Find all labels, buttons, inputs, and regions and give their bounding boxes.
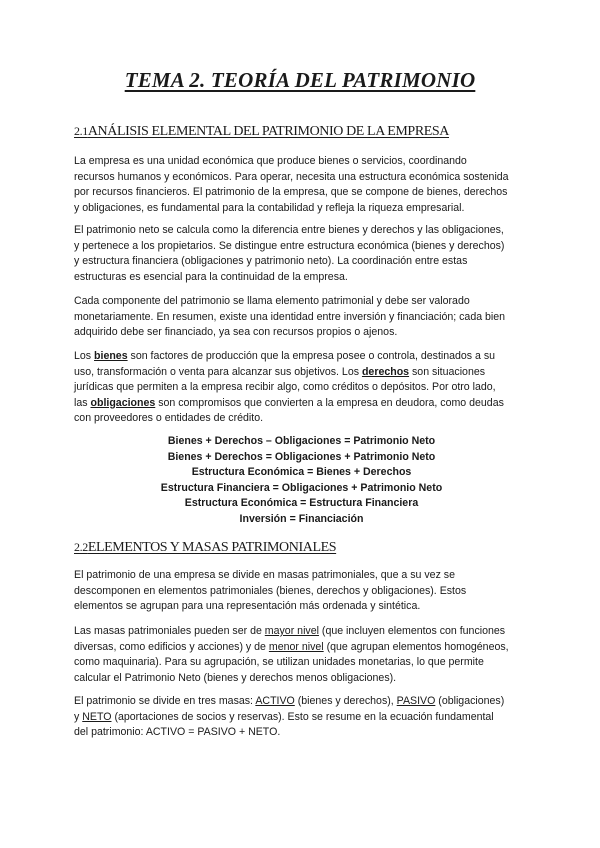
paragraph xyxy=(74,294,529,341)
section-heading-2-2 xyxy=(74,540,336,556)
text-line: Las masas patrimoniales pueden ser de mayor nivel (que incluyen elementos con funciones xyxy=(74,625,506,637)
page-title: TEMA 2. TEORÍA DEL PATRIMONIO xyxy=(124,68,476,92)
equation: Estructura Económica = Estructura Financiera xyxy=(184,497,419,510)
text-line: La empresa es una unidad económica que produce bienes o servicios, coordinando xyxy=(74,155,467,167)
text-line: elementos se agrupan para una representación más ordenada y sintética. xyxy=(74,600,421,613)
text-line: y obligaciones, es fundamental para la contabilidad y refleja la riqueza empresarial. xyxy=(74,201,465,214)
text-line: descomponen en elementos patrimoniales (bienes, derechos y obligaciones). Estos xyxy=(74,584,467,597)
paragraph xyxy=(74,349,529,427)
section-number: 2.1 xyxy=(74,124,88,138)
equation: Estructura Financiera = Obligaciones + Patrimonio Neto xyxy=(160,481,443,494)
text-line: estructuras es esencial para la continuidad de la empresa. xyxy=(74,270,348,283)
term-bienes: bienes xyxy=(94,350,128,362)
text-line: uso, transformación o venta para alcanzar sus objetivos. Los derechos son situaciones xyxy=(74,365,486,378)
equation: Bienes + Derechos – Obligaciones = Patrimonio Neto xyxy=(167,435,436,447)
text-line: El patrimonio se divide en tres masas: ACTIVO (bienes y derechos), PASIVO (obligaciones) xyxy=(74,695,505,707)
text-line: por recursos financieros. El patrimonio de la empresa, que se compone de bienes, derechos xyxy=(74,186,508,199)
term-mayor-nivel: mayor nivel xyxy=(264,625,319,637)
text-line: diversas, como edificios y acciones) y de menor nivel (que agrupan elementos homogéneos, xyxy=(74,640,509,653)
text-line: y pertenece a los propietarios. Se distingue entre estructura económica (bienes y derechos) xyxy=(74,239,505,252)
term-menor-nivel: menor nivel xyxy=(268,640,324,653)
paragraph xyxy=(74,223,529,285)
text-line: y NETO (aportaciones de socios y reservas). Esto se resume en la ecuación fundamental xyxy=(74,710,494,723)
section-title: ANÁLISIS ELEMENTAL DEL PATRIMONIO DE LA EMPRESA xyxy=(87,124,450,139)
term-obligaciones: obligaciones xyxy=(90,396,156,409)
equation: Inversión = Financiación xyxy=(239,512,364,525)
text-line: El patrimonio de una empresa se divide en masas patrimoniales, que a su vez se xyxy=(74,569,455,581)
text-line: con proveedores o entidades de crédito. xyxy=(74,412,264,425)
term-derechos: derechos xyxy=(361,365,410,378)
text-line: del patrimonio: ACTIVO = PASIVO + NETO. xyxy=(74,726,281,739)
text-line: recursos humanos y económicos. Para operar, necesita una estructura económica sostenida xyxy=(74,170,509,183)
term-neto: NETO xyxy=(82,710,112,723)
paragraph xyxy=(74,154,529,216)
equation: Bienes + Derechos = Obligaciones + Patrimonio Neto xyxy=(167,450,436,463)
equations-block xyxy=(74,434,529,528)
paragraph xyxy=(74,624,529,686)
section-heading-2-1 xyxy=(74,124,449,140)
text-line: Los bienes son factores de producción que la empresa posee o controla, destinados a su xyxy=(74,350,496,362)
text-line: adquirido debe ser financiado, ya sea con recursos propios o ajenos. xyxy=(74,326,398,339)
text-line: y estructura financiera (obligaciones y patrimonio neto). La coordinación entre estas xyxy=(74,255,468,268)
text-line: como maquinaria). Para su agrupación, se utilizan unidades monetarias, lo que permite xyxy=(74,656,484,669)
text-line: calcular el Patrimonio Neto (bienes y derechos menos obligaciones). xyxy=(74,671,397,684)
text-line: monetariamente. En resumen, existe una identidad entre inversión y financiación; cada bien xyxy=(74,310,506,323)
text-line: El patrimonio neto se calcula como la diferencia entre bienes y derechos y las obligaciones, xyxy=(74,224,504,236)
text-line: Cada componente del patrimonio se llama elemento patrimonial y debe ser valorado xyxy=(74,295,470,307)
section-title: ELEMENTOS Y MASAS PATRIMONIALES xyxy=(87,540,337,555)
text-line: jurídicas que permiten a la empresa recibir algo, como créditos o depósitos. Por otro lado, xyxy=(74,381,496,394)
text-line: las obligaciones son compromisos que convierten a la empresa en deudora, como deudas xyxy=(74,396,504,409)
term-pasivo: PASIVO xyxy=(396,695,436,707)
paragraph xyxy=(74,568,529,615)
paragraph xyxy=(74,694,529,741)
equation: Estructura Económica = Bienes + Derechos xyxy=(191,466,412,479)
section-number: 2.2 xyxy=(74,540,88,554)
term-activo: ACTIVO xyxy=(255,695,295,707)
